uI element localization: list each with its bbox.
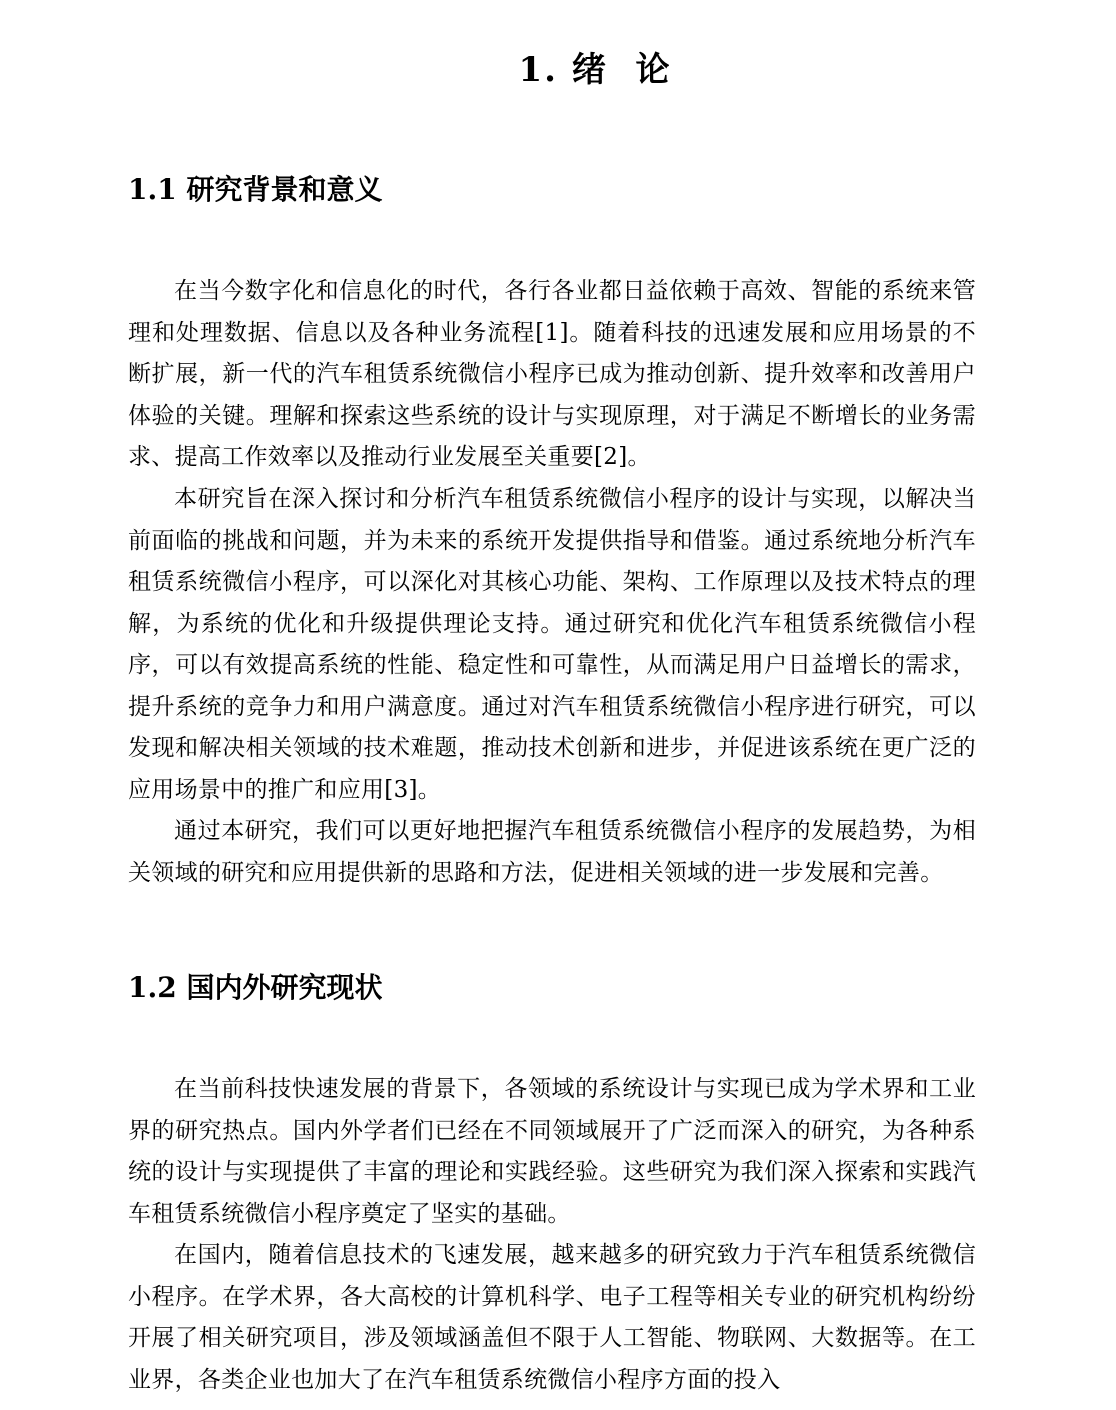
paragraph: 在国内，随着信息技术的飞速发展，越来越多的研究致力于汽车租赁系统微信小程序。在学术界，各大高校的计算机科学、电子工程等相关专业的研究机构纷纷开展了相关研究项目，涉及领域涵盖但不限于人工智能、物联网、大数据等。在工业界，各类企业也加大了在汽车租赁系统微信小程序方面的投入 <box>128 1242 976 1393</box>
paragraph: 本研究旨在深入探讨和分析汽车租赁系统微信小程序的设计与实现，以解决当前面临的挑战和问题，并为未来的系统开发提供指导和借鉴。通过系统地分析汽车租赁系统微信小程序，可以深化对其核心功能、架构、工作原理以及技术特点的理解，为系统的优化和升级提供理论支持。通过研究和优化汽车租赁系统微信小程序，可以有效提高系统的性能、稳定性和可靠性，从而满足用户日益增长的需求，提升系统的竞争力和用户满意度。通过对汽车租赁系统微信小程序进行研究，可以发现和解决相关领域的技术难题，推动技术创新和进步，并促进该系统在更广泛的应用场景中的推广和应用[3]。 <box>128 486 976 803</box>
section-heading-1-2: 1.2 国内外研究现状 <box>128 971 383 1004</box>
paragraph: 在当今数字化和信息化的时代，各行各业都日益依赖于高效、智能的系统来管理和处理数据、信息以及各种业务流程[1]。随着科技的迅速发展和应用场景的不断扩展，新一代的汽车租赁系统微信小程序已成为推动创新、提升效率和改善用户体验的关键。理解和探索这些系统的设计与实现原理，对于满足不断增长的业务需求、提高工作效率以及推动行业发展至关重要[2]。 <box>128 278 976 470</box>
paragraph: 在当前科技快速发展的背景下，各领域的系统设计与实现已成为学术界和工业界的研究热点。国内外学者们已经在不同领域展开了广泛而深入的研究，为各种系统的设计与实现提供了丰富的理论和实践经验。这些研究为我们深入探索和实践汽车租赁系统微信小程序奠定了坚实的基础。 <box>128 1076 976 1227</box>
section-heading-1-1: 1.1 研究背景和意义 <box>128 173 383 206</box>
paragraph: 通过本研究，我们可以更好地把握汽车租赁系统微信小程序的发展趋势，为相关领域的研究和应用提供新的思路和方法，促进相关领域的进一步发展和完善。 <box>128 818 976 886</box>
chapter-title: 1. 绪 论 <box>518 50 672 90</box>
